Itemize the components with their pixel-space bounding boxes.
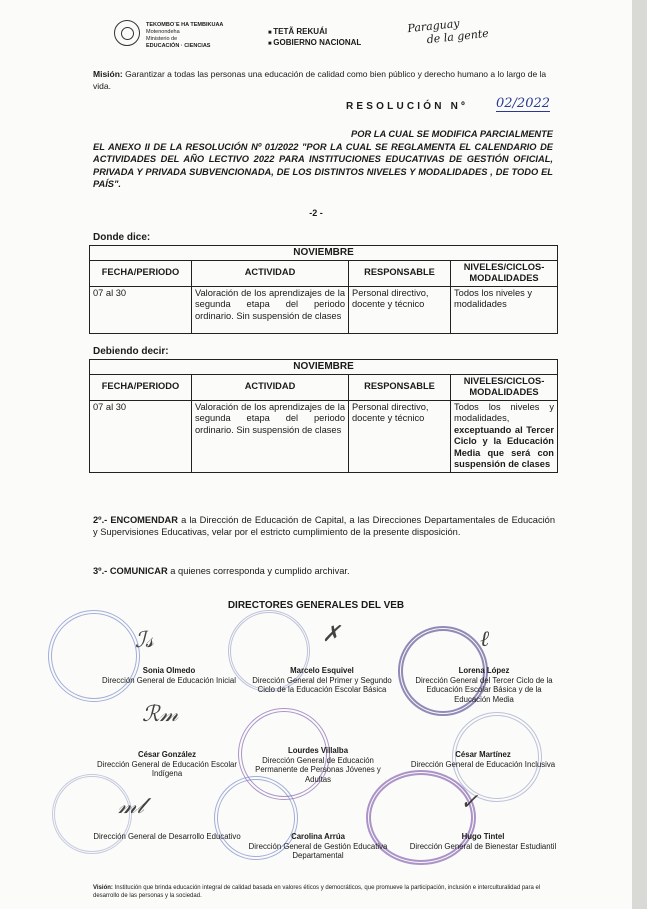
article-2-lead: 2º.- ENCOMENDAR bbox=[93, 515, 178, 525]
background-edge bbox=[632, 0, 647, 909]
ministry-line-2: Motenondeha bbox=[146, 29, 180, 35]
directors-heading: DIRECTORES GENERALES DEL VEB bbox=[227, 600, 405, 611]
cell-fecha: 07 al 30 bbox=[90, 400, 192, 472]
official-name: Sonia Olmedo bbox=[142, 666, 196, 675]
official-title: Dirección General del Primer y Segundo Ciclo de la Educación Escolar Básica bbox=[252, 675, 392, 694]
article-3-lead: 3º.- COMUNICAR bbox=[93, 566, 168, 576]
government-name bbox=[268, 27, 361, 49]
donde-dice-table bbox=[89, 245, 558, 334]
official-title: Dirección General de Educación Inicial bbox=[102, 675, 236, 685]
official-name: Carolina Arrúa bbox=[291, 832, 345, 841]
cell-fecha: 07 al 30 bbox=[90, 286, 192, 333]
official-name: Lorena López bbox=[458, 666, 510, 675]
donde-dice-label: Donde dice: bbox=[93, 232, 151, 243]
mission-text: Garantizar a todas las personas una educación de calidad como bien público y derecho humano a lo largo de la vida. bbox=[93, 69, 547, 91]
cell-niveles bbox=[451, 400, 558, 472]
cell-niveles: Todos los niveles y modalidades bbox=[451, 286, 558, 333]
debiendo-decir-label: Debiendo decir: bbox=[93, 346, 169, 357]
table-row bbox=[90, 400, 558, 472]
col-header: NIVELES/CICLOS-MODALIDADES bbox=[451, 374, 558, 400]
signature-icon: ℓ bbox=[480, 627, 490, 652]
signature-icon: ℐ𝓈 bbox=[135, 628, 154, 653]
signature-icon: ✓ bbox=[460, 790, 479, 815]
resolution-number: 02/2022 bbox=[496, 96, 551, 111]
official-title: Dirección General de Gestión Educativa Departamental bbox=[248, 841, 388, 860]
col-header: RESPONSABLE bbox=[349, 374, 451, 400]
title-rest: EL ANEXO II DE LA RESOLUCIÓN Nº 01/2022 "POR LA CUAL SE REGLAMENTA EL CALENDARIO DE ACTIVIDADES DEL AÑO LECTIVO 2022 PARA INSTITUCIONES EDUCATIVAS DE GESTIÓN OFICIAL, PRIVADA Y PRIVADA SUBVENCIONADA, DE LOS DISTINTOS NIVELES Y MODALIDADES , DE TODO EL PAÍS". bbox=[93, 141, 553, 189]
official-block bbox=[95, 666, 243, 685]
month-header: NOVIEMBRE bbox=[90, 360, 558, 375]
cell-responsable: Personal directivo, docente y técnico bbox=[349, 400, 451, 472]
resolution-title bbox=[93, 128, 553, 191]
official-title: Dirección General de Educación Permanente de Personas Jóvenes y Adultas bbox=[255, 755, 381, 784]
cell-actividad: Valoración de los aprendizajes de la segunda etapa del periodo ordinario. Sin suspensión de clases bbox=[192, 400, 349, 472]
niveles-bold: exceptuando al Tercer Ciclo y la Educación Media que será con suspensión de clases bbox=[454, 424, 554, 469]
official-title: Dirección General de Educación Escolar Indígena bbox=[97, 759, 237, 778]
official-title: Dirección General del Tercer Ciclo de la Educación Escolar Básica y de la Educación Media bbox=[415, 675, 553, 704]
ministry-name bbox=[146, 22, 223, 50]
brand-line-1: Paraguay bbox=[406, 16, 461, 36]
official-name: Hugo Tintel bbox=[461, 832, 505, 841]
official-block bbox=[92, 832, 242, 842]
official-name: Lourdes Villalba bbox=[287, 746, 349, 755]
official-block bbox=[408, 666, 560, 704]
cell-responsable: Personal directivo, docente y técnico bbox=[349, 286, 451, 333]
article-3 bbox=[93, 565, 555, 577]
official-block bbox=[248, 832, 388, 861]
ministry-line-4: EDUCACIÓN · CIENCIAS bbox=[146, 43, 211, 49]
vision-text: Institución que brinda educación integral de calidad basada en valores éticos y democráticos, que promueve la participación, inclusión e interculturalidad para el desarrollo de las personas y la sociedad. bbox=[93, 885, 541, 899]
article-2 bbox=[93, 514, 555, 538]
col-header: RESPONSABLE bbox=[349, 260, 451, 286]
vision-label: Visión: bbox=[93, 885, 113, 891]
table-row bbox=[90, 286, 558, 333]
col-header: FECHA/PERIODO bbox=[90, 260, 192, 286]
official-name: César Martínez bbox=[455, 750, 511, 759]
mission-label: Misión: bbox=[93, 69, 123, 79]
signature-icon: ✗ bbox=[322, 622, 341, 647]
month-header: NOVIEMBRE bbox=[90, 246, 558, 261]
official-name: Marcelo Esquivel bbox=[290, 666, 354, 675]
article-2-text: a la Dirección de Educación de Capital, a las Direcciones Departamentales de Educación y Supervisiones Educativas, velar por el estricto cumplimiento de la presente disposición. bbox=[93, 515, 556, 537]
brand-logo bbox=[407, 14, 489, 48]
official-title: Dirección General de Educación Inclusiva bbox=[410, 759, 556, 769]
mission-statement bbox=[93, 68, 553, 92]
official-block bbox=[248, 746, 388, 784]
col-header: ACTIVIDAD bbox=[192, 374, 349, 400]
official-block bbox=[92, 750, 242, 779]
article-3-text: a quienes corresponda y cumplido archivar. bbox=[170, 566, 350, 576]
col-header: FECHA/PERIODO bbox=[90, 374, 192, 400]
page-number: -2 - bbox=[309, 208, 323, 218]
letterhead bbox=[110, 18, 530, 58]
signature-icon: 𝓂𝓁 bbox=[118, 794, 144, 819]
title-line-1: POR LA CUAL SE MODIFICA PARCIALMENTE bbox=[351, 129, 553, 139]
official-block bbox=[248, 666, 396, 695]
official-name: César González bbox=[137, 750, 197, 759]
debiendo-decir-table bbox=[89, 359, 558, 473]
signature-icon: ℛ𝓂 bbox=[142, 702, 179, 727]
resolution-label: RESOLUCIÓN Nº bbox=[346, 101, 468, 112]
gov-line-2: ■ GOBIERNO NACIONAL bbox=[268, 38, 361, 47]
ministry-line-1: TEKOMBO´E HA TEMBIKUAA bbox=[146, 22, 224, 28]
cell-actividad: Valoración de los aprendizajes de la segunda etapa del periodo ordinario. Sin suspensión de clases bbox=[192, 286, 349, 333]
official-title: Dirección General de Desarrollo Educativo bbox=[93, 832, 241, 841]
col-header: NIVELES/CICLOS-MODALIDADES bbox=[451, 260, 558, 286]
col-header: ACTIVIDAD bbox=[192, 260, 349, 286]
brand-line-2: de la gente bbox=[426, 26, 490, 47]
ministry-seal-icon bbox=[114, 20, 140, 46]
official-block bbox=[408, 750, 558, 769]
ministry-line-3: Ministerio de bbox=[146, 36, 178, 42]
official-stamp-icon bbox=[48, 610, 140, 702]
vision-statement bbox=[93, 884, 563, 900]
official-block bbox=[408, 832, 558, 851]
niveles-plain: Todos los niveles y modalidades, bbox=[454, 401, 554, 423]
gov-line-1: ■ TETÃ REKUÁI bbox=[268, 27, 327, 36]
official-title: Dirección General de Bienestar Estudiantil bbox=[409, 841, 557, 851]
